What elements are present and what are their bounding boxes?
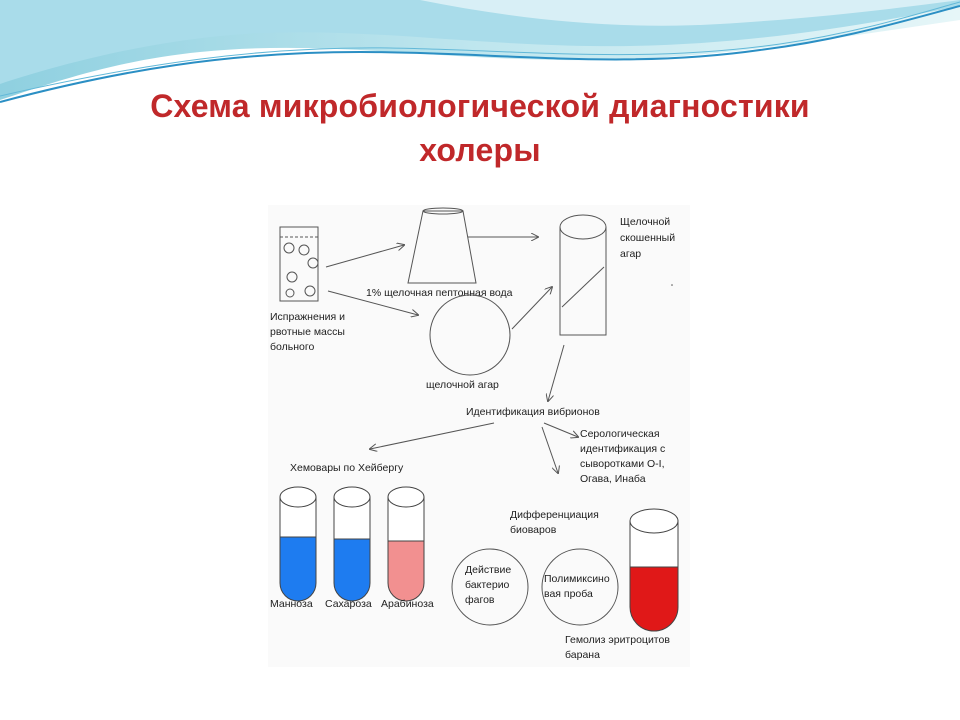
diagram-canvas (268, 205, 690, 667)
peptone-label: 1% щелочная пептонная вода (366, 287, 513, 299)
polymyxin-line: Полимиксино (544, 573, 610, 585)
serology-line: идентификация с (580, 443, 666, 455)
polymyxin-line: вая проба (544, 588, 593, 600)
tube-label-mannose: Манноза (270, 598, 313, 610)
title-line-1: Схема микробиологической диагностики (150, 88, 810, 124)
serology-line: Огава, Инаба (580, 473, 646, 485)
tube-arabinose (388, 487, 424, 601)
sample-label-line: Испражнения и (270, 311, 345, 323)
biovars-line: Дифференциация (510, 509, 599, 521)
serology-line: Серологическая (580, 428, 660, 440)
phage-line: Действие (465, 564, 512, 576)
chemovars-label: Хемовары по Хейбергу (290, 462, 404, 474)
page-title (60, 84, 900, 172)
hemolysis-tube (630, 509, 678, 631)
slant-agar-line: агар (620, 248, 642, 260)
serology-line: сыворотками О-I, (580, 458, 665, 470)
tube-label-sucrose: Сахароза (325, 598, 372, 610)
biovars-line: биоваров (510, 524, 557, 536)
title-line-2: холеры (419, 132, 541, 168)
tube-sucrose (334, 487, 370, 601)
slant-agar-line: Щелочной (620, 216, 671, 228)
hemolysis-line: барана (565, 649, 600, 661)
tube-label-arabinose: Арабиноза (381, 598, 434, 610)
phage-line: фагов (465, 594, 495, 606)
tube-mannose (280, 487, 316, 601)
identification-label: Идентификация вибрионов (466, 406, 600, 418)
sample-label-line: больного (270, 341, 315, 353)
cholera-diagnosis-diagram (268, 205, 690, 667)
plate-agar-label: щелочной агар (426, 379, 499, 391)
slant-agar-line: скошенный (620, 232, 676, 244)
phage-line: бактерио (465, 579, 510, 591)
hemolysis-line: Гемолиз эритроцитов (565, 634, 670, 646)
sample-label-line: рвотные массы (270, 326, 345, 338)
